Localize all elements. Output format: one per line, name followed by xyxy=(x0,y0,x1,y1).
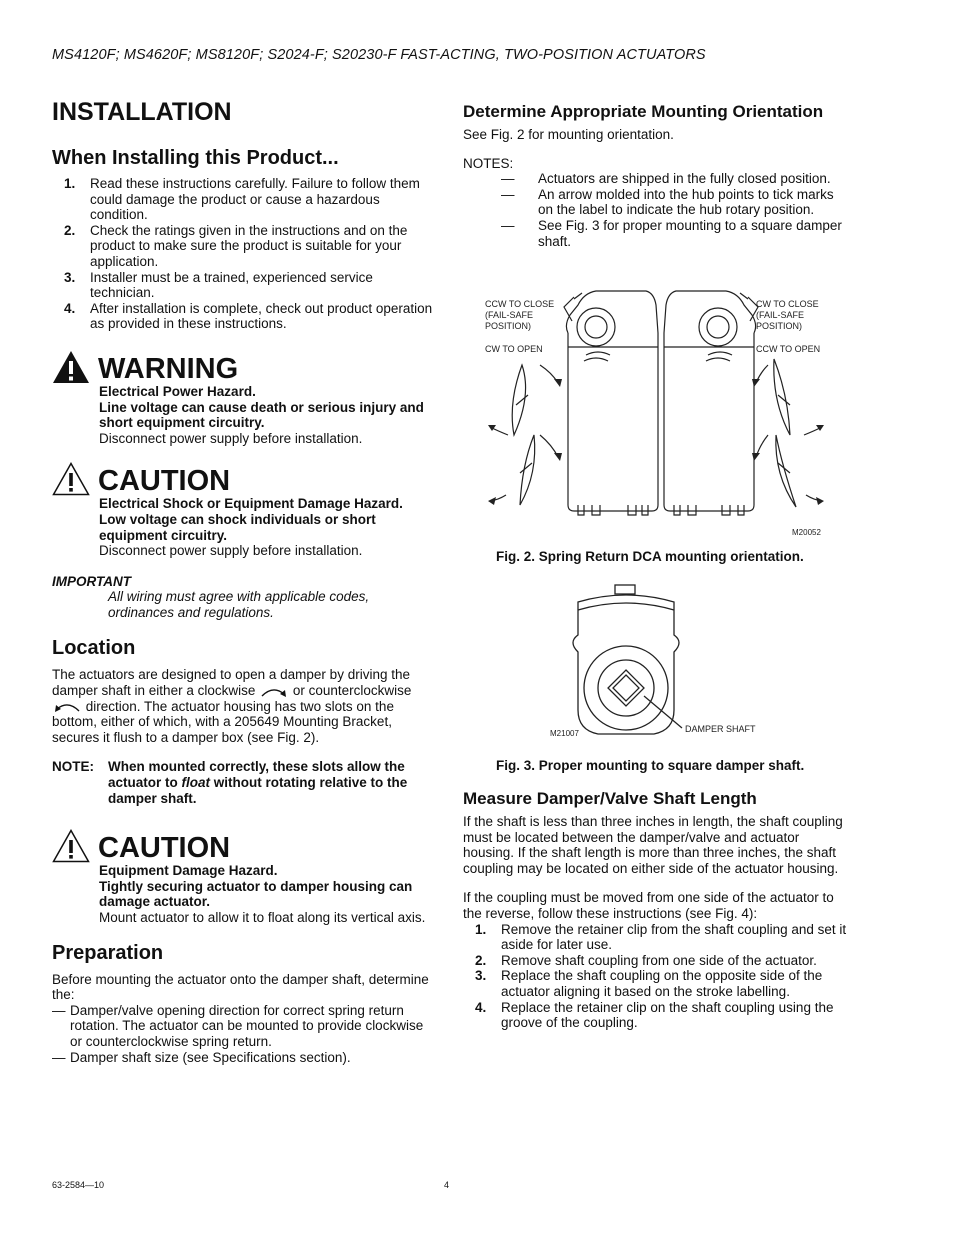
caution-signal xyxy=(52,829,437,863)
left-close-label-3: POSITION) xyxy=(485,321,532,331)
fig3-caption: Fig. 3. Proper mounting to square damper shaft. xyxy=(496,758,805,773)
fig2-mounting-orientation-diagram xyxy=(478,285,838,545)
document-number: 63-2584—10 xyxy=(52,1180,105,1190)
right-close-label-3: POSITION) xyxy=(756,321,803,331)
warning-block xyxy=(52,350,437,446)
warning-hazard: Electrical Power Hazard. xyxy=(99,383,256,399)
list-item: 3. Installer must be a trained, experienced service technician. xyxy=(64,269,373,301)
note-text-a: When mounted correctly, these slots allow the actuator to xyxy=(108,759,405,791)
note-text-c: without rotating relative to the damper shaft. xyxy=(108,775,408,806)
fig3-square-shaft-diagram xyxy=(540,580,770,745)
installation-title: INSTALLATION xyxy=(52,98,232,126)
important-label: IMPORTANT xyxy=(52,573,131,589)
caution-word: CAUTION xyxy=(98,465,231,498)
note-label: NOTE: xyxy=(52,759,94,775)
list-item: 3. Replace the shaft coupling on the opposite side of the actuator aligning it based on the stroke labelling. xyxy=(475,968,823,999)
caution-triangle-icon xyxy=(52,829,90,863)
measure-paragraph-2: If the coupling must be moved from one side of the actuator to the reverse, follow these instructions (see Fig. 4): xyxy=(463,890,834,921)
list-item: — See Fig. 3 for proper mounting to a square damper shaft. xyxy=(501,217,842,249)
left-actuator xyxy=(564,291,658,515)
fig2-caption: Fig. 2. Spring Return DCA mounting orientation. xyxy=(496,549,804,564)
list-item: 2. Check the ratings given in the instructions and on the product to make sure the product is suitable for your application. xyxy=(64,222,408,269)
right-close-label-1: CW TO CLOSE xyxy=(756,299,819,309)
list-item: 2. Remove shaft coupling from one side of the actuator. xyxy=(475,952,817,968)
left-open-label: CW TO OPEN xyxy=(485,344,543,354)
note-text-b: float xyxy=(181,775,211,791)
caution-word: CAUTION xyxy=(98,832,231,865)
caution-triangle-icon xyxy=(52,462,90,496)
caution-detail: Low voltage can shock individuals or short equipment circuitry. xyxy=(99,511,376,543)
measure-heading: Measure Damper/Valve Shaft Length xyxy=(463,789,757,808)
location-text-3: direction. The actuator housing has two slots on the bottom, either of which, with a 205649 Mounting Bracket, secures it flush to a damper box (see Fig. 2). xyxy=(52,698,394,745)
list-item: — Damper shaft size (see Specifications section). xyxy=(52,1049,351,1065)
location-note xyxy=(52,759,437,806)
list-item: 1. Remove the retainer clip from the shaft coupling and set it aside for later use. xyxy=(475,921,847,953)
caution-instruction: Disconnect power supply before installation. xyxy=(99,543,363,559)
caution-signal xyxy=(52,462,437,496)
caution-instruction: Mount actuator to allow it to float along its vertical axis. xyxy=(99,910,426,925)
right-column xyxy=(463,101,848,249)
right-open-label: CCW TO OPEN xyxy=(756,344,821,354)
measure-paragraph-1: If the shaft is less than three inches in length, the shaft coupling must be located between the damper/valve and actuator housing. If the shaft length is more than three inches, the shaft coupling may be located on either side of the actuator housing. xyxy=(463,814,843,876)
notes-label: NOTES: xyxy=(463,155,514,171)
page-number: 4 xyxy=(444,1180,450,1190)
notes-list xyxy=(463,171,848,249)
important-block xyxy=(52,574,437,621)
list-item: 4. After installation is complete, check out product operation as provided in these instructions. xyxy=(64,300,433,332)
important-text: All wiring must agree with applicable codes, ordinances and regulations. xyxy=(108,589,370,620)
counterclockwise-arrow-icon xyxy=(52,700,82,714)
list-item: 4. Replace the retainer clip on the shaft coupling using the groove of the coupling. xyxy=(475,999,834,1031)
fig3-code: M21007 xyxy=(550,729,579,738)
preparation-intro: Before mounting the actuator onto the damper shaft, determine the: xyxy=(52,971,429,1003)
right-actuator xyxy=(664,291,758,515)
list-item: — An arrow molded into the hub points to tick marks on the label to indicate the hub rotary position. xyxy=(501,186,834,218)
location-heading: Location xyxy=(52,637,136,660)
when-installing-list xyxy=(52,176,437,332)
caution-block xyxy=(52,829,437,925)
when-installing-heading: When Installing this Product... xyxy=(52,147,339,169)
damper-shaft-label: DAMPER SHAFT xyxy=(685,724,756,734)
right-close-label-2: (FAIL-SAFE xyxy=(756,310,805,320)
running-header: MS4120F; MS4620F; MS8120F; S2024-F; S20230-F FAST-ACTING, TWO-POSITION ACTUATORS xyxy=(52,47,706,63)
warning-word: WARNING xyxy=(98,352,239,385)
list-item: — Actuators are shipped in the fully closed position. xyxy=(501,171,831,187)
left-close-label-2: (FAIL-SAFE xyxy=(485,310,534,320)
warning-instruction: Disconnect power supply before installation. xyxy=(99,430,363,446)
clockwise-arrow-icon xyxy=(259,685,289,699)
left-column xyxy=(52,98,437,1065)
warning-signal xyxy=(52,350,437,384)
location-text-2: or counterclockwise xyxy=(292,683,412,699)
warning-body xyxy=(99,384,437,446)
fig2-code: M20052 xyxy=(792,528,821,537)
location-text-1: The actuators are designed to open a damper by driving the damper shaft in either a clockwise xyxy=(52,667,410,699)
caution-hazard: Equipment Damage Hazard. xyxy=(99,863,278,879)
list-item: — Damper/valve opening direction for correct spring return rotation. The actuator can be mounted to provide clockwise or counterclockwise spring return. xyxy=(52,1002,424,1049)
list-item: 1. Read these instructions carefully. Failure to follow them could damage the product or cause a hazardous condition. xyxy=(64,176,420,223)
measure-section xyxy=(463,788,848,1031)
location-paragraph xyxy=(52,667,437,745)
warning-triangle-icon xyxy=(52,350,90,384)
caution-detail: Tightly securing actuator to damper housing can damage actuator. xyxy=(99,878,413,910)
orientation-text: See Fig. 2 for mounting orientation. xyxy=(463,127,674,142)
left-close-label-1: CCW TO CLOSE xyxy=(485,299,555,309)
measure-steps-list xyxy=(463,922,848,1031)
caution-hazard: Electrical Shock or Equipment Damage Hazard. xyxy=(99,496,403,512)
preparation-heading: Preparation xyxy=(52,941,164,964)
caution-body xyxy=(99,863,437,925)
caution-body xyxy=(99,496,437,558)
preparation-list xyxy=(52,1003,437,1065)
orientation-heading: Determine Appropriate Mounting Orientation xyxy=(463,102,824,121)
caution-block xyxy=(52,462,437,558)
warning-detail: Line voltage can cause death or serious injury and short equipment circuitry. xyxy=(99,399,424,431)
